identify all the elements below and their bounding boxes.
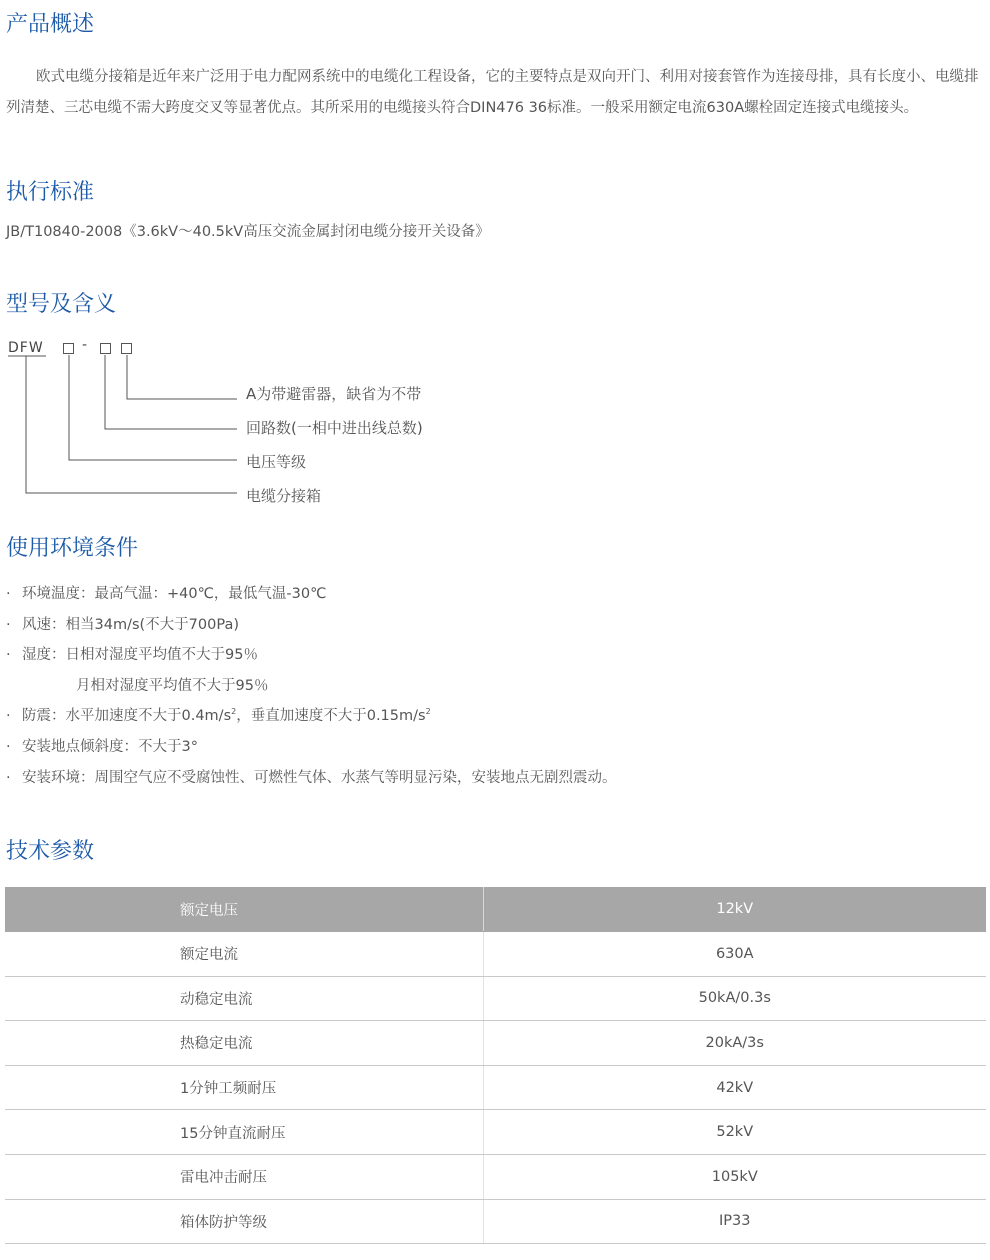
env-value: 周围空气应不受腐蚀性、可燃性气体、水蒸气等明显污染，安装地点无剧烈震动。 — [94, 769, 617, 786]
env-item-humidity-month — [6, 671, 617, 702]
table-row — [5, 1199, 986, 1244]
bullet-dot: · — [6, 769, 11, 786]
param-name: 额定电压 — [5, 887, 483, 932]
env-label: 风速： — [22, 616, 66, 633]
standard-text: JB/T10840-2008《3.6kV～40.5kV高压交流金属封闭电缆分接开关设备》 — [6, 224, 490, 240]
bullet-dot: · — [6, 586, 11, 602]
table-row — [5, 1110, 986, 1155]
table-row — [5, 1021, 986, 1066]
env-label: 安装环境： — [22, 769, 95, 786]
table-row — [5, 932, 986, 977]
param-name: 箱体防护等级 — [5, 1199, 483, 1244]
param-value: 42kV — [483, 1065, 986, 1110]
bullet-dot: · — [6, 708, 11, 725]
param-name: 额定电流 — [5, 932, 483, 977]
superscript: 2 — [425, 707, 431, 717]
param-value: IP33 — [483, 1199, 986, 1244]
table-row — [5, 1154, 986, 1199]
table-row — [5, 1065, 986, 1110]
model-title: 型号及含义 — [6, 292, 117, 317]
legend-circuits: 回路数(一相中进出线总数) — [246, 419, 423, 437]
bullet-dot: · — [6, 647, 11, 664]
env-item-installation — [6, 763, 617, 794]
model-code: DFW — [8, 340, 44, 356]
overview-text: 欧式电缆分接箱是近年来广泛用于电力配网系统中的电缆化工程设备，它的主要特点是双向开门、利用对接套管作为连接母排，具有长度小、电缆排列清楚、三芯电缆不需大跨度交叉等显著优点。其所采用的电缆接头符合DIN476 36标准。一般采用额定电流630A螺栓固定连接式电缆接头。 — [6, 69, 979, 116]
env-item-inclination — [6, 732, 617, 763]
param-name: 雷电冲击耐压 — [5, 1154, 483, 1199]
env-value: 月相对湿度平均值不大于95％ — [76, 677, 269, 694]
env-value: 相当34m/s(不大于700Pa) — [65, 616, 239, 633]
env-value: 日相对湿度平均值不大于95％ — [65, 647, 258, 664]
standard-title: 执行标准 — [6, 180, 95, 205]
env-value-horizontal: 水平加速度不大于0.4m/s — [65, 708, 232, 725]
env-value: 不大于3° — [138, 738, 198, 755]
model-dash: - — [82, 337, 88, 353]
param-value: 630A — [483, 932, 986, 977]
env-label: 湿度： — [22, 647, 66, 664]
bullet-dot: · — [6, 616, 11, 633]
env-item-seismic — [6, 701, 617, 732]
legend-voltage: 电压等级 — [246, 453, 307, 471]
param-value: 20kA/3s — [483, 1021, 986, 1066]
environment-list — [6, 579, 617, 793]
environment-title: 使用环境条件 — [6, 536, 139, 561]
overview-title: 产品概述 — [6, 12, 95, 37]
env-value-vertical: ，垂直加速度不大于0.15m/s — [236, 708, 426, 725]
table-row — [5, 887, 986, 932]
env-value: 最高气温：+40℃，最低气温-30℃ — [94, 586, 327, 602]
param-value: 50kA/0.3s — [483, 976, 986, 1021]
param-name: 15分钟直流耐压 — [5, 1110, 483, 1155]
params-table — [5, 887, 986, 1244]
env-label: 防震： — [22, 708, 66, 725]
env-label: 环境温度： — [22, 586, 95, 602]
param-value: 105kV — [483, 1154, 986, 1199]
model-diagram — [0, 335, 470, 515]
param-value: 12kV — [483, 887, 986, 932]
param-name: 1分钟工频耐压 — [5, 1065, 483, 1110]
param-name: 动稳定电流 — [5, 976, 483, 1021]
env-label: 安装地点倾斜度： — [22, 738, 138, 755]
param-name: 热稳定电流 — [5, 1021, 483, 1066]
params-title: 技术参数 — [6, 839, 95, 864]
env-item-humidity-day — [6, 640, 617, 671]
legend-cable-box: 电缆分接箱 — [246, 487, 322, 505]
param-value: 52kV — [483, 1110, 986, 1155]
env-item-wind — [6, 610, 617, 641]
superscript: 2 — [231, 707, 237, 717]
bullet-dot: · — [6, 738, 11, 755]
env-item-temperature — [6, 579, 617, 610]
table-row — [5, 976, 986, 1021]
legend-arrester: A为带避雷器，缺省为不带 — [246, 385, 422, 403]
